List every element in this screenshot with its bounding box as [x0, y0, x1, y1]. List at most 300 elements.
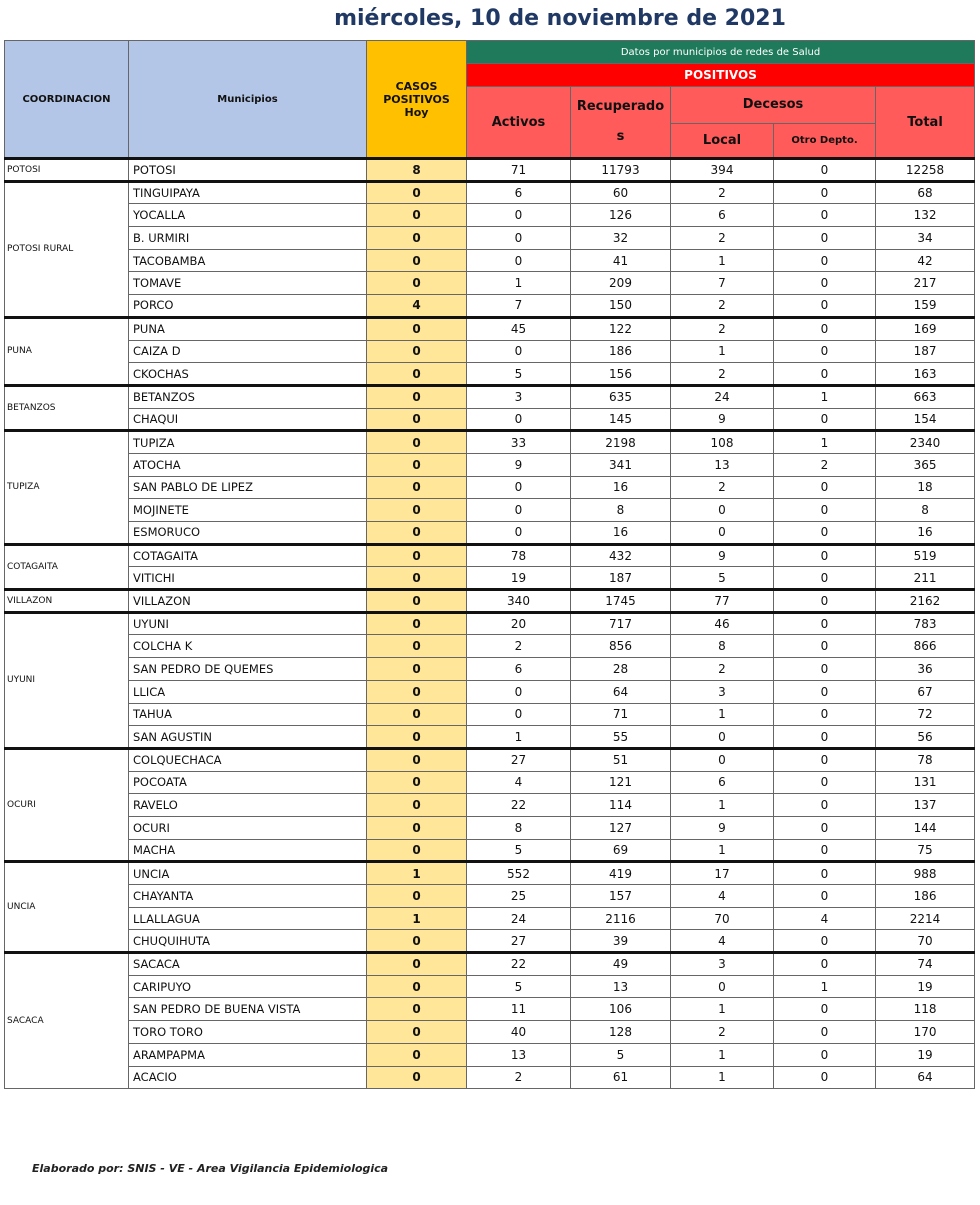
total-cell: 64 [876, 1066, 975, 1089]
decesos-local-cell: 1 [671, 998, 774, 1021]
total-cell: 663 [876, 385, 975, 408]
decesos-otro-cell: 0 [774, 953, 876, 976]
table-row [5, 816, 975, 839]
municipio-cell: BETANZOS [129, 385, 367, 408]
table-row [5, 385, 975, 408]
total-cell: 68 [876, 181, 975, 204]
total-cell: 159 [876, 295, 975, 318]
total-cell: 19 [876, 1043, 975, 1066]
report-date-title: miércoles, 10 de noviembre de 2021 [334, 6, 786, 31]
recuperados-cell: 150 [571, 295, 671, 318]
recuperados-cell: 13 [571, 975, 671, 998]
decesos-local-cell: 0 [671, 748, 774, 771]
decesos-local-cell: 1 [671, 1066, 774, 1089]
decesos-otro-cell: 1 [774, 975, 876, 998]
decesos-otro-cell: 0 [774, 703, 876, 726]
decesos-otro-cell: 0 [774, 839, 876, 862]
total-cell: 2214 [876, 907, 975, 930]
table-row [5, 998, 975, 1021]
decesos-otro-cell: 0 [774, 249, 876, 272]
activos-cell: 19 [467, 567, 571, 590]
casos-hoy-cell: 0 [367, 590, 467, 613]
table-row [5, 862, 975, 885]
casos-hoy-cell: 0 [367, 703, 467, 726]
municipio-cell: B. URMIRI [129, 227, 367, 250]
municipio-cell: SACACA [129, 953, 367, 976]
header-municipios: Municipios [129, 41, 367, 159]
table-row [5, 726, 975, 749]
municipio-cell: CHAYANTA [129, 885, 367, 908]
coordinacion-cell: UYUNI [5, 612, 129, 748]
decesos-otro-cell: 0 [774, 794, 876, 817]
municipio-cell: ACACIO [129, 1066, 367, 1089]
municipio-cell: CKOCHAS [129, 363, 367, 386]
decesos-otro-cell: 0 [774, 612, 876, 635]
recuperados-cell: 856 [571, 635, 671, 658]
recuperados-cell: 2116 [571, 907, 671, 930]
table-row [5, 930, 975, 953]
recuperados-cell: 341 [571, 453, 671, 476]
activos-cell: 71 [467, 159, 571, 182]
table-row [5, 1043, 975, 1066]
table-row [5, 159, 975, 182]
total-cell: 783 [876, 612, 975, 635]
total-cell: 74 [876, 953, 975, 976]
decesos-local-cell: 2 [671, 227, 774, 250]
decesos-local-cell: 2 [671, 181, 774, 204]
casos-hoy-cell: 1 [367, 907, 467, 930]
total-cell: 519 [876, 544, 975, 567]
recuperados-cell: 11793 [571, 159, 671, 182]
activos-cell: 22 [467, 794, 571, 817]
table-row [5, 499, 975, 522]
activos-cell: 33 [467, 431, 571, 454]
total-cell: 144 [876, 816, 975, 839]
activos-cell: 0 [467, 249, 571, 272]
decesos-local-cell: 7 [671, 272, 774, 295]
municipio-cell: CARIPUYO [129, 975, 367, 998]
casos-hoy-cell: 1 [367, 862, 467, 885]
recuperados-cell: 64 [571, 680, 671, 703]
table-row [5, 272, 975, 295]
municipio-cell: ESMORUCO [129, 522, 367, 545]
recuperados-cell: 635 [571, 385, 671, 408]
header-otro-depto: Otro Depto. [791, 135, 858, 146]
table-row [5, 476, 975, 499]
table-row [5, 453, 975, 476]
decesos-local-cell: 2 [671, 1021, 774, 1044]
decesos-local-cell: 1 [671, 794, 774, 817]
municipio-cell: TORO TORO [129, 1021, 367, 1044]
decesos-otro-cell: 0 [774, 476, 876, 499]
table-row [5, 794, 975, 817]
decesos-local-cell: 1 [671, 839, 774, 862]
table-row [5, 907, 975, 930]
decesos-local-cell: 4 [671, 930, 774, 953]
decesos-otro-cell: 0 [774, 544, 876, 567]
activos-cell: 27 [467, 748, 571, 771]
header-casos-hoy: CASOS POSITIVOS Hoy [367, 41, 467, 159]
decesos-local-cell: 3 [671, 680, 774, 703]
recuperados-cell: 39 [571, 930, 671, 953]
activos-cell: 0 [467, 204, 571, 227]
recuperados-cell: 49 [571, 953, 671, 976]
decesos-local-cell: 2 [671, 317, 774, 340]
table-row [5, 885, 975, 908]
decesos-local-cell: 0 [671, 522, 774, 545]
coordinacion-cell: POTOSI [5, 159, 129, 182]
casos-hoy-cell: 0 [367, 249, 467, 272]
total-cell: 72 [876, 703, 975, 726]
casos-hoy-cell: 0 [367, 975, 467, 998]
recuperados-cell: 114 [571, 794, 671, 817]
coordinacion-cell: TUPIZA [5, 431, 129, 544]
total-cell: 163 [876, 363, 975, 386]
header-recuperados: Recuperado s [571, 87, 671, 159]
decesos-otro-cell: 0 [774, 567, 876, 590]
activos-cell: 0 [467, 340, 571, 363]
recuperados-cell: 5 [571, 1043, 671, 1066]
coordinacion-cell: PUNA [5, 317, 129, 385]
activos-cell: 3 [467, 385, 571, 408]
decesos-otro-cell: 2 [774, 453, 876, 476]
municipio-cell: SAN PEDRO DE BUENA VISTA [129, 998, 367, 1021]
municipio-cell: MACHA [129, 839, 367, 862]
casos-hoy-cell: 0 [367, 998, 467, 1021]
decesos-otro-cell: 0 [774, 204, 876, 227]
recuperados-cell: 157 [571, 885, 671, 908]
decesos-otro-cell: 0 [774, 159, 876, 182]
municipio-cell: CAIZA D [129, 340, 367, 363]
activos-cell: 11 [467, 998, 571, 1021]
table-row [5, 295, 975, 318]
casos-hoy-cell: 0 [367, 1021, 467, 1044]
decesos-otro-cell: 0 [774, 816, 876, 839]
municipio-cell: CHUQUIHUTA [129, 930, 367, 953]
municipio-cell: SAN AGUSTIN [129, 726, 367, 749]
casos-hoy-cell: 0 [367, 885, 467, 908]
casos-hoy-cell: 0 [367, 544, 467, 567]
municipio-cell: PUNA [129, 317, 367, 340]
municipio-cell: COLCHA K [129, 635, 367, 658]
casos-hoy-cell: 0 [367, 499, 467, 522]
decesos-otro-cell: 0 [774, 363, 876, 386]
coordinacion-cell: COTAGAITA [5, 544, 129, 589]
covid-cases-table [4, 40, 975, 1089]
decesos-otro-cell: 0 [774, 522, 876, 545]
activos-cell: 0 [467, 476, 571, 499]
decesos-local-cell: 6 [671, 771, 774, 794]
total-cell: 187 [876, 340, 975, 363]
decesos-local-cell: 1 [671, 1043, 774, 1066]
header-decesos-group [671, 87, 876, 159]
activos-cell: 8 [467, 816, 571, 839]
decesos-otro-cell: 0 [774, 771, 876, 794]
activos-cell: 552 [467, 862, 571, 885]
recuperados-cell: 1745 [571, 590, 671, 613]
activos-cell: 20 [467, 612, 571, 635]
decesos-local-cell: 1 [671, 703, 774, 726]
table-row [5, 249, 975, 272]
total-cell: 42 [876, 249, 975, 272]
header-decesos: Decesos [671, 87, 875, 124]
activos-cell: 5 [467, 363, 571, 386]
decesos-otro-cell: 0 [774, 1043, 876, 1066]
decesos-otro-cell: 0 [774, 590, 876, 613]
decesos-otro-cell: 0 [774, 317, 876, 340]
casos-hoy-cell: 0 [367, 771, 467, 794]
decesos-local-cell: 0 [671, 499, 774, 522]
decesos-otro-cell: 0 [774, 862, 876, 885]
activos-cell: 6 [467, 181, 571, 204]
decesos-local-cell: 46 [671, 612, 774, 635]
casos-hoy-cell: 0 [367, 816, 467, 839]
municipio-cell: SAN PABLO DE LIPEZ [129, 476, 367, 499]
table-row [5, 567, 975, 590]
header-local: Local [671, 124, 774, 157]
activos-cell: 27 [467, 930, 571, 953]
recuperados-cell: 61 [571, 1066, 671, 1089]
activos-cell: 45 [467, 317, 571, 340]
table-row [5, 431, 975, 454]
recuperados-cell: 122 [571, 317, 671, 340]
municipio-cell: VILLAZON [129, 590, 367, 613]
table-row [5, 953, 975, 976]
decesos-otro-cell: 0 [774, 499, 876, 522]
decesos-local-cell: 24 [671, 385, 774, 408]
activos-cell: 0 [467, 499, 571, 522]
total-cell: 118 [876, 998, 975, 1021]
casos-hoy-cell: 4 [367, 295, 467, 318]
municipio-cell: VITICHI [129, 567, 367, 590]
total-cell: 16 [876, 522, 975, 545]
total-cell: 18 [876, 476, 975, 499]
total-cell: 19 [876, 975, 975, 998]
recuperados-cell: 69 [571, 839, 671, 862]
recuperados-cell: 128 [571, 1021, 671, 1044]
casos-hoy-cell: 0 [367, 363, 467, 386]
recuperados-cell: 8 [571, 499, 671, 522]
coordinacion-cell: POTOSI RURAL [5, 181, 129, 317]
decesos-local-cell: 4 [671, 885, 774, 908]
casos-hoy-cell: 0 [367, 794, 467, 817]
recuperados-cell: 121 [571, 771, 671, 794]
table-row [5, 658, 975, 681]
casos-hoy-cell: 0 [367, 612, 467, 635]
casos-hoy-cell: 0 [367, 476, 467, 499]
activos-cell: 0 [467, 227, 571, 250]
decesos-local-cell: 0 [671, 726, 774, 749]
recuperados-cell: 106 [571, 998, 671, 1021]
recuperados-cell: 41 [571, 249, 671, 272]
decesos-otro-cell: 0 [774, 885, 876, 908]
municipio-cell: SAN PEDRO DE QUEMES [129, 658, 367, 681]
municipio-cell: TAHUA [129, 703, 367, 726]
decesos-local-cell: 8 [671, 635, 774, 658]
decesos-otro-cell: 0 [774, 340, 876, 363]
table-row [5, 544, 975, 567]
activos-cell: 4 [467, 771, 571, 794]
municipio-cell: ATOCHA [129, 453, 367, 476]
decesos-otro-cell: 1 [774, 431, 876, 454]
activos-cell: 0 [467, 680, 571, 703]
activos-cell: 22 [467, 953, 571, 976]
municipio-cell: OCURI [129, 816, 367, 839]
activos-cell: 5 [467, 975, 571, 998]
table-row [5, 635, 975, 658]
casos-hoy-cell: 0 [367, 317, 467, 340]
activos-cell: 24 [467, 907, 571, 930]
total-cell: 70 [876, 930, 975, 953]
decesos-local-cell: 17 [671, 862, 774, 885]
total-cell: 2162 [876, 590, 975, 613]
decesos-local-cell: 77 [671, 590, 774, 613]
total-cell: 170 [876, 1021, 975, 1044]
total-cell: 365 [876, 453, 975, 476]
table-body [5, 159, 975, 1089]
recuperados-cell: 28 [571, 658, 671, 681]
recuperados-cell: 60 [571, 181, 671, 204]
table-row [5, 771, 975, 794]
municipio-cell: CHAQUI [129, 408, 367, 431]
activos-cell: 2 [467, 1066, 571, 1089]
activos-cell: 7 [467, 295, 571, 318]
coordinacion-cell: UNCIA [5, 862, 129, 953]
total-cell: 78 [876, 748, 975, 771]
recuperados-cell: 127 [571, 816, 671, 839]
header-activos: Activos [467, 87, 571, 159]
decesos-local-cell: 70 [671, 907, 774, 930]
decesos-local-cell: 0 [671, 975, 774, 998]
table-row [5, 317, 975, 340]
total-cell: 8 [876, 499, 975, 522]
coordinacion-cell: BETANZOS [5, 385, 129, 430]
casos-hoy-cell: 0 [367, 272, 467, 295]
decesos-otro-cell: 0 [774, 1066, 876, 1089]
municipio-cell: COLQUECHACA [129, 748, 367, 771]
casos-hoy-cell: 0 [367, 431, 467, 454]
decesos-otro-cell: 0 [774, 658, 876, 681]
recuperados-cell: 186 [571, 340, 671, 363]
decesos-local-cell: 108 [671, 431, 774, 454]
table-row [5, 680, 975, 703]
recuperados-cell: 71 [571, 703, 671, 726]
municipio-cell: TUPIZA [129, 431, 367, 454]
total-cell: 75 [876, 839, 975, 862]
municipio-cell: PORCO [129, 295, 367, 318]
activos-cell: 25 [467, 885, 571, 908]
casos-hoy-cell: 0 [367, 385, 467, 408]
municipio-cell: TOMAVE [129, 272, 367, 295]
decesos-local-cell: 1 [671, 340, 774, 363]
casos-hoy-cell: 0 [367, 658, 467, 681]
table-row [5, 522, 975, 545]
casos-hoy-cell: 0 [367, 1043, 467, 1066]
decesos-local-cell: 9 [671, 816, 774, 839]
recuperados-cell: 16 [571, 476, 671, 499]
total-cell: 154 [876, 408, 975, 431]
decesos-otro-cell: 0 [774, 930, 876, 953]
total-cell: 988 [876, 862, 975, 885]
recuperados-cell: 145 [571, 408, 671, 431]
casos-hoy-cell: 0 [367, 839, 467, 862]
decesos-otro-cell: 0 [774, 998, 876, 1021]
decesos-otro-cell: 0 [774, 680, 876, 703]
casos-hoy-cell: 0 [367, 680, 467, 703]
activos-cell: 13 [467, 1043, 571, 1066]
recuperados-cell: 2198 [571, 431, 671, 454]
decesos-otro-cell: 0 [774, 726, 876, 749]
table-row [5, 227, 975, 250]
recuperados-cell: 51 [571, 748, 671, 771]
table-row [5, 340, 975, 363]
decesos-local-cell: 2 [671, 295, 774, 318]
total-cell: 169 [876, 317, 975, 340]
decesos-local-cell: 2 [671, 658, 774, 681]
total-cell: 217 [876, 272, 975, 295]
casos-hoy-cell: 0 [367, 181, 467, 204]
decesos-local-cell: 2 [671, 476, 774, 499]
recuperados-cell: 187 [571, 567, 671, 590]
decesos-local-cell: 6 [671, 204, 774, 227]
activos-cell: 0 [467, 408, 571, 431]
recuperados-cell: 419 [571, 862, 671, 885]
activos-cell: 1 [467, 726, 571, 749]
total-cell: 866 [876, 635, 975, 658]
casos-hoy-cell: 0 [367, 748, 467, 771]
activos-cell: 5 [467, 839, 571, 862]
table-row [5, 703, 975, 726]
total-cell: 67 [876, 680, 975, 703]
decesos-otro-cell: 0 [774, 408, 876, 431]
table-row [5, 975, 975, 998]
municipio-cell: RAVELO [129, 794, 367, 817]
total-cell: 36 [876, 658, 975, 681]
decesos-local-cell: 5 [671, 567, 774, 590]
recuperados-cell: 32 [571, 227, 671, 250]
municipio-cell: COTAGAITA [129, 544, 367, 567]
decesos-otro-cell: 0 [774, 1021, 876, 1044]
total-cell: 186 [876, 885, 975, 908]
total-cell: 137 [876, 794, 975, 817]
activos-cell: 40 [467, 1021, 571, 1044]
header-coordinacion: COORDINACION [5, 41, 129, 159]
casos-hoy-cell: 8 [367, 159, 467, 182]
total-cell: 131 [876, 771, 975, 794]
municipio-cell: UYUNI [129, 612, 367, 635]
activos-cell: 340 [467, 590, 571, 613]
activos-cell: 78 [467, 544, 571, 567]
total-cell: 56 [876, 726, 975, 749]
recuperados-cell: 432 [571, 544, 671, 567]
activos-cell: 2 [467, 635, 571, 658]
total-cell: 12258 [876, 159, 975, 182]
recuperados-cell: 156 [571, 363, 671, 386]
municipio-cell: POCOATA [129, 771, 367, 794]
casos-hoy-cell: 0 [367, 930, 467, 953]
recuperados-cell: 126 [571, 204, 671, 227]
activos-cell: 6 [467, 658, 571, 681]
decesos-otro-cell: 0 [774, 272, 876, 295]
municipio-cell: TINGUIPAYA [129, 181, 367, 204]
coordinacion-cell: SACACA [5, 953, 129, 1089]
casos-hoy-cell: 0 [367, 522, 467, 545]
municipio-cell: MOJINETE [129, 499, 367, 522]
activos-cell: 0 [467, 703, 571, 726]
recuperados-cell: 55 [571, 726, 671, 749]
municipio-cell: LLALLAGUA [129, 907, 367, 930]
casos-hoy-cell: 0 [367, 227, 467, 250]
